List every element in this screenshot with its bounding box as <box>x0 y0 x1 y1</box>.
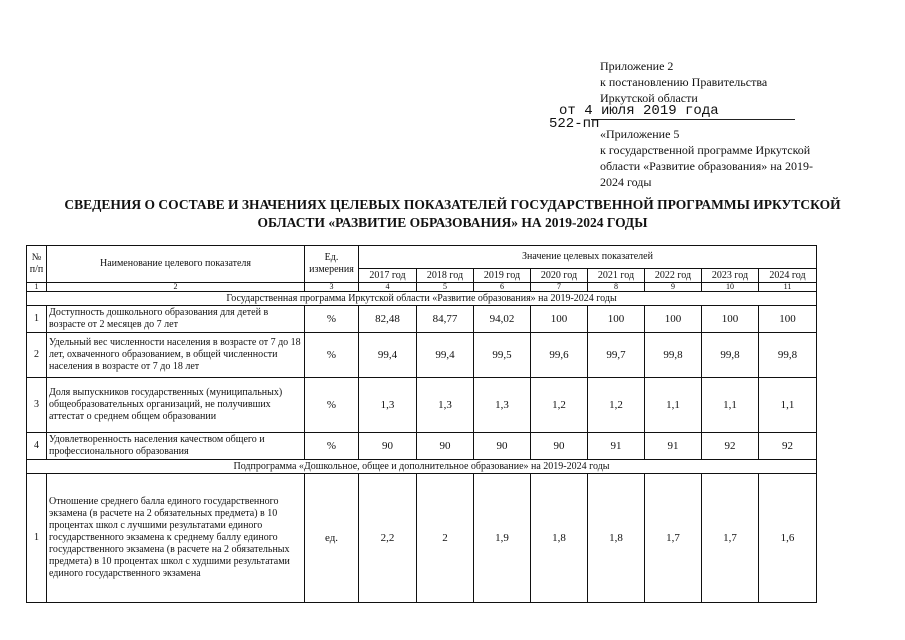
indicator-value: 99,6 <box>531 333 588 378</box>
indicator-value: 94,02 <box>474 306 531 333</box>
header-values: Значение целевых показателей <box>359 246 817 269</box>
indicator-value: 91 <box>645 433 702 460</box>
indicator-value: 100 <box>588 306 645 333</box>
indicator-value: 90 <box>531 433 588 460</box>
indicator-value: 92 <box>759 433 817 460</box>
row-number: 4 <box>27 433 47 460</box>
indicator-value: 100 <box>702 306 759 333</box>
decree-number: 522-пп <box>549 116 600 132</box>
title-line-1: СВЕДЕНИЯ О СОСТАВЕ И ЗНАЧЕНИЯХ ЦЕЛЕВЫХ ПОКАЗАТЕЛЕЙ ГОСУДАРСТВЕННОЙ ПРОГРАММЫ ИРКУТСКОЙ <box>64 197 841 212</box>
column-number: 4 <box>359 283 417 292</box>
indicator-value: 1,7 <box>645 474 702 603</box>
date-underline <box>591 119 795 120</box>
indicator-row <box>27 378 817 433</box>
section-title-subprogram: Подпрограмма «Дошкольное, общее и дополнительное образование» на 2019-2024 годы <box>27 460 817 474</box>
column-number: 5 <box>417 283 474 292</box>
header-name: Наименование целевого показателя <box>47 246 305 283</box>
indicator-name: Удовлетворенность населения качеством общего и профессионального образования <box>47 433 305 460</box>
indicator-unit: % <box>305 433 359 460</box>
indicator-value: 99,7 <box>588 333 645 378</box>
indicator-name: Доступность дошкольного образования для детей в возрасте от 2 месяцев до 7 лет <box>47 306 305 333</box>
appendix-line: Приложение 2 <box>600 59 674 73</box>
appendix-line: области «Развитие образования» на 2019- <box>600 159 813 173</box>
year-header: 2024 год <box>759 269 817 283</box>
indicator-value: 1,2 <box>588 378 645 433</box>
indicator-unit: % <box>305 306 359 333</box>
appendix-line: Иркутской области <box>600 91 698 105</box>
header-unit: Ед. измерения <box>305 246 359 283</box>
indicator-value: 92 <box>702 433 759 460</box>
indicator-value: 99,8 <box>702 333 759 378</box>
decree-date-text: от 4 июля 2019 года <box>559 103 719 119</box>
column-number: 8 <box>588 283 645 292</box>
appendix-line: к государственной программе Иркутской <box>600 143 811 157</box>
document-title <box>0 196 905 232</box>
year-header: 2019 год <box>474 269 531 283</box>
indicator-value: 1,3 <box>417 378 474 433</box>
indicator-value: 1,7 <box>702 474 759 603</box>
indicator-row <box>27 474 817 603</box>
indicator-unit: % <box>305 378 359 433</box>
column-number: 3 <box>305 283 359 292</box>
indicator-value: 99,8 <box>759 333 817 378</box>
section-title-program: Государственная программа Иркутской области «Развитие образования» на 2019-2024 годы <box>27 292 817 306</box>
indicator-value: 1,1 <box>759 378 817 433</box>
row-number: 1 <box>27 306 47 333</box>
column-number: 6 <box>474 283 531 292</box>
indicator-value: 2 <box>417 474 474 603</box>
appendix-line: к постановлению Правительства <box>600 75 768 89</box>
indicator-value: 1,1 <box>645 378 702 433</box>
indicator-value: 99,8 <box>645 333 702 378</box>
indicator-value: 91 <box>588 433 645 460</box>
appendix-line: 2024 годы <box>600 175 652 189</box>
column-number: 10 <box>702 283 759 292</box>
indicator-unit: % <box>305 333 359 378</box>
row-number: 1 <box>27 474 47 603</box>
indicator-value: 2,2 <box>359 474 417 603</box>
indicator-value: 1,1 <box>702 378 759 433</box>
year-header: 2018 год <box>417 269 474 283</box>
column-numbers-row <box>27 283 817 292</box>
appendix-line: «Приложение 5 <box>600 127 680 141</box>
column-number: 7 <box>531 283 588 292</box>
indicator-unit: ед. <box>305 474 359 603</box>
indicator-value: 1,3 <box>474 378 531 433</box>
row-number: 2 <box>27 333 47 378</box>
indicator-value: 100 <box>645 306 702 333</box>
indicator-value: 99,4 <box>417 333 474 378</box>
indicator-value: 90 <box>359 433 417 460</box>
indicator-value: 90 <box>474 433 531 460</box>
indicator-value: 100 <box>759 306 817 333</box>
indicator-name: Отношение среднего балла единого государственного экзамена (в расчете на 2 обязательных предмета) в 10 процентах школ с лучшими результатами единого государственного экзамена к среднему баллу единого государственного экзамена (в расчете на 2 обязательных предмета) в 10 процентах школ с худшими результатами единого государственного экзамена <box>47 474 305 603</box>
indicator-value: 84,77 <box>417 306 474 333</box>
column-number: 2 <box>47 283 305 292</box>
indicator-value: 1,9 <box>474 474 531 603</box>
indicator-value: 100 <box>531 306 588 333</box>
section-row <box>27 292 817 306</box>
row-number: 3 <box>27 378 47 433</box>
appendix-5-header <box>600 126 840 190</box>
appendix-header <box>600 58 767 106</box>
year-header: 2022 год <box>645 269 702 283</box>
indicator-value: 99,4 <box>359 333 417 378</box>
indicators-table <box>26 245 817 603</box>
indicator-row <box>27 306 817 333</box>
indicator-name: Доля выпускников государственных (муниципальных) общеобразовательных организаций, не получивших аттестат о среднем общем образовании <box>47 378 305 433</box>
column-number: 11 <box>759 283 817 292</box>
indicator-row <box>27 433 817 460</box>
year-header: 2017 год <box>359 269 417 283</box>
indicator-row <box>27 333 817 378</box>
indicator-value: 1,2 <box>531 378 588 433</box>
indicator-value: 1,6 <box>759 474 817 603</box>
column-number: 9 <box>645 283 702 292</box>
indicator-name: Удельный вес численности населения в возрасте от 7 до 18 лет, охваченного образованием, в общей численности населения в возрасте от 7 до 18 лет <box>47 333 305 378</box>
indicator-value: 90 <box>417 433 474 460</box>
indicator-value: 1,8 <box>588 474 645 603</box>
year-header: 2020 год <box>531 269 588 283</box>
indicator-value: 1,3 <box>359 378 417 433</box>
section-row <box>27 460 817 474</box>
indicator-value: 99,5 <box>474 333 531 378</box>
column-number: 1 <box>27 283 47 292</box>
indicator-value: 82,48 <box>359 306 417 333</box>
header-no: № п/п <box>27 246 47 283</box>
header-row <box>27 246 817 269</box>
indicator-value: 1,8 <box>531 474 588 603</box>
title-line-2: ОБЛАСТИ «РАЗВИТИЕ ОБРАЗОВАНИЯ» НА 2019-2024 ГОДЫ <box>257 215 648 230</box>
year-header: 2023 год <box>702 269 759 283</box>
year-header: 2021 год <box>588 269 645 283</box>
